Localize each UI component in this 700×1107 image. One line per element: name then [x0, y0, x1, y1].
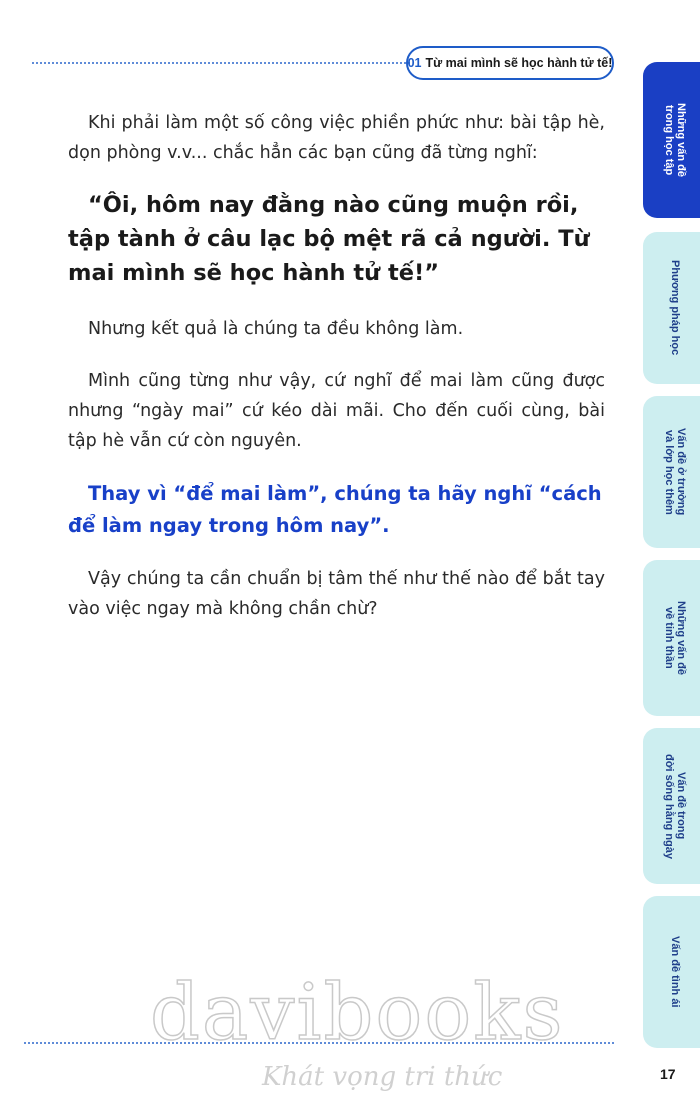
highlight-paragraph: Thay vì “để mai làm”, chúng ta hãy nghĩ “cách để làm ngay trong hôm nay”. — [68, 482, 602, 537]
tab-label: Vấn đề trong đời sống hằng ngày — [663, 753, 687, 859]
tab-study-problems[interactable] — [643, 62, 700, 218]
quote-paragraph: “Ôi, hôm nay đằng nào cũng muộn rồi, tập tành ở câu lạc bộ mệt rã cả người. Từ mai mình sẽ học hành tử tế!” — [68, 192, 590, 286]
chapter-title: Từ mai mình sẽ học hành tử tế! — [425, 56, 613, 70]
tab-study-methods[interactable] — [643, 232, 700, 384]
watermark-logo: davibooks — [150, 968, 565, 1058]
page-number: 17 — [660, 1066, 676, 1082]
footer-rule — [24, 1042, 614, 1044]
tab-daily-life-issues[interactable] — [643, 728, 700, 884]
tab-label: Phương pháp học — [669, 260, 681, 356]
result-paragraph: Nhưng kết quả là chúng ta đều không làm. — [88, 319, 464, 339]
page-body — [68, 108, 605, 624]
chapter-header — [406, 46, 614, 80]
story-paragraph: Mình cũng từng như vậy, cứ nghĩ để mai làm cũng được nhưng “ngày mai” cứ kéo dài mãi. Cho đến cuối cùng, bài tập hè vẫn cứ còn nguyên. — [68, 371, 605, 451]
tab-mental-issues[interactable] — [643, 560, 700, 716]
tab-label: Những vấn đề trong học tập — [663, 103, 687, 177]
tab-school-issues[interactable] — [643, 396, 700, 548]
tab-label: Vấn đề ở trường và lớp học thêm — [663, 428, 687, 516]
intro-paragraph: Khi phải làm một số công việc phiền phức như: bài tập hè, dọn phòng v.v... chắc hẳn các bạn cũng đã từng nghĩ: — [68, 113, 605, 163]
header-rule — [32, 62, 410, 64]
chapter-number: 01 — [407, 56, 422, 70]
tab-label: Vấn đề tình ái — [669, 936, 681, 1008]
watermark-slogan: Khát vọng tri thức — [262, 1062, 503, 1092]
question-paragraph: Vậy chúng ta cần chuẩn bị tâm thế như thế nào để bắt tay vào việc ngay mà không chần chừ? — [68, 569, 605, 619]
tab-romance-issues[interactable] — [643, 896, 700, 1048]
tab-label: Những vấn đề về tinh thần — [663, 601, 687, 675]
